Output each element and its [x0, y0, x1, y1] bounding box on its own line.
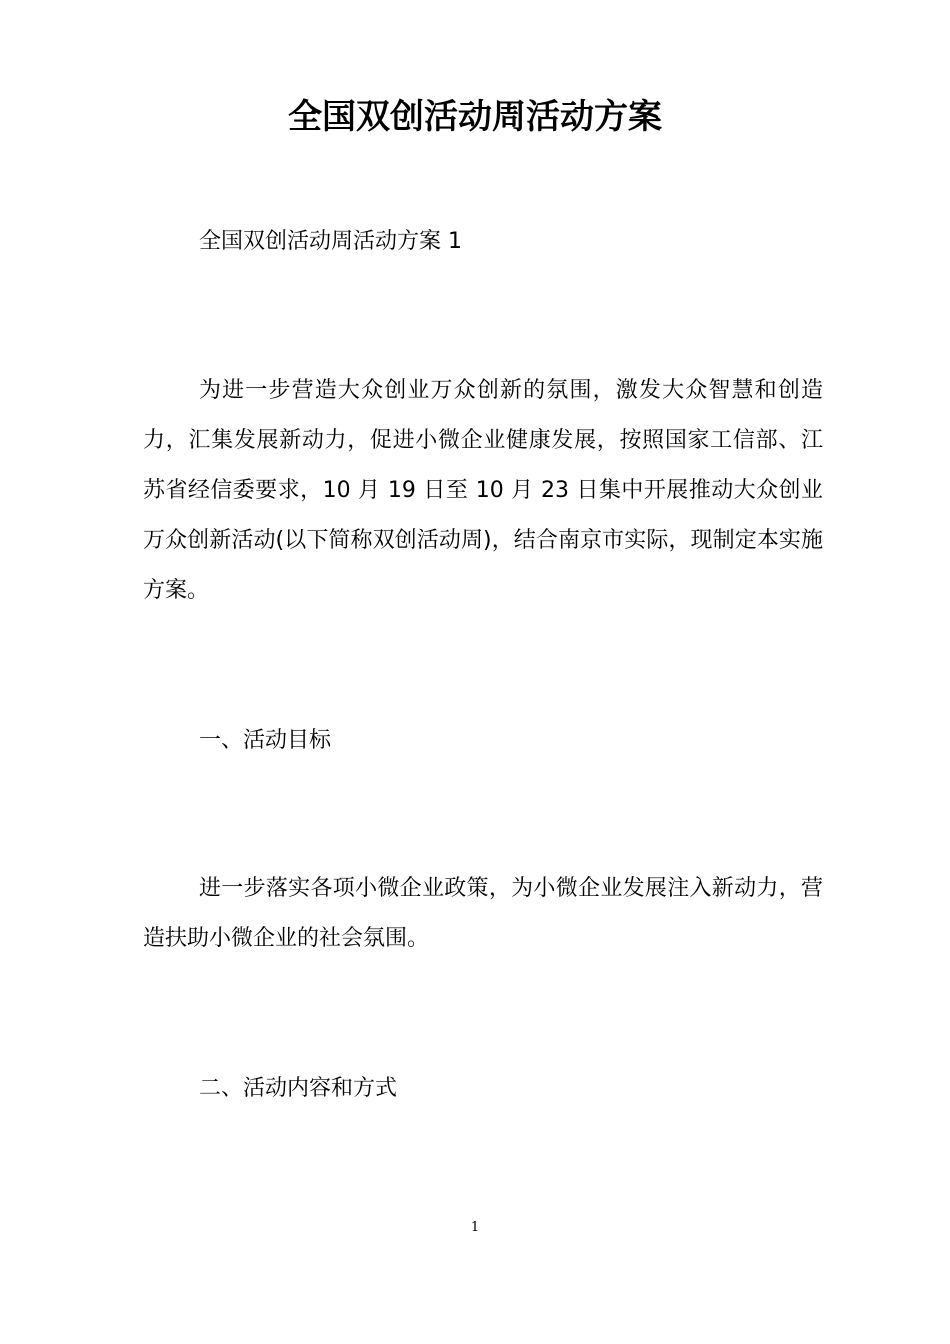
page-number: 1: [470, 1220, 480, 1235]
document-title: 全国双创活动周活动方案: [288, 97, 662, 137]
section-subtitle: 全国双创活动周活动方案 1: [199, 229, 462, 254]
intro-paragraph: 为进一步营造大众创业万众创新的氛围，激发大众智慧和创造力，汇集发展新动力，促进小微企业健康发展，按照国家工信部、江苏省经信委要求，10 月 19 日至 10 月 23 日集中开展推动大众创业万众创新活动(以下简称双创活动周)，结合南京市实际，现制定本实施方案。: [143, 378, 823, 603]
section-heading-content: 二、活动内容和方式: [199, 1076, 398, 1101]
section-heading-goals: 一、活动目标: [199, 728, 332, 753]
goals-paragraph: 进一步落实各项小微企业政策，为小微企业发展注入新动力，营造扶助小微企业的社会氛围。: [143, 876, 823, 951]
